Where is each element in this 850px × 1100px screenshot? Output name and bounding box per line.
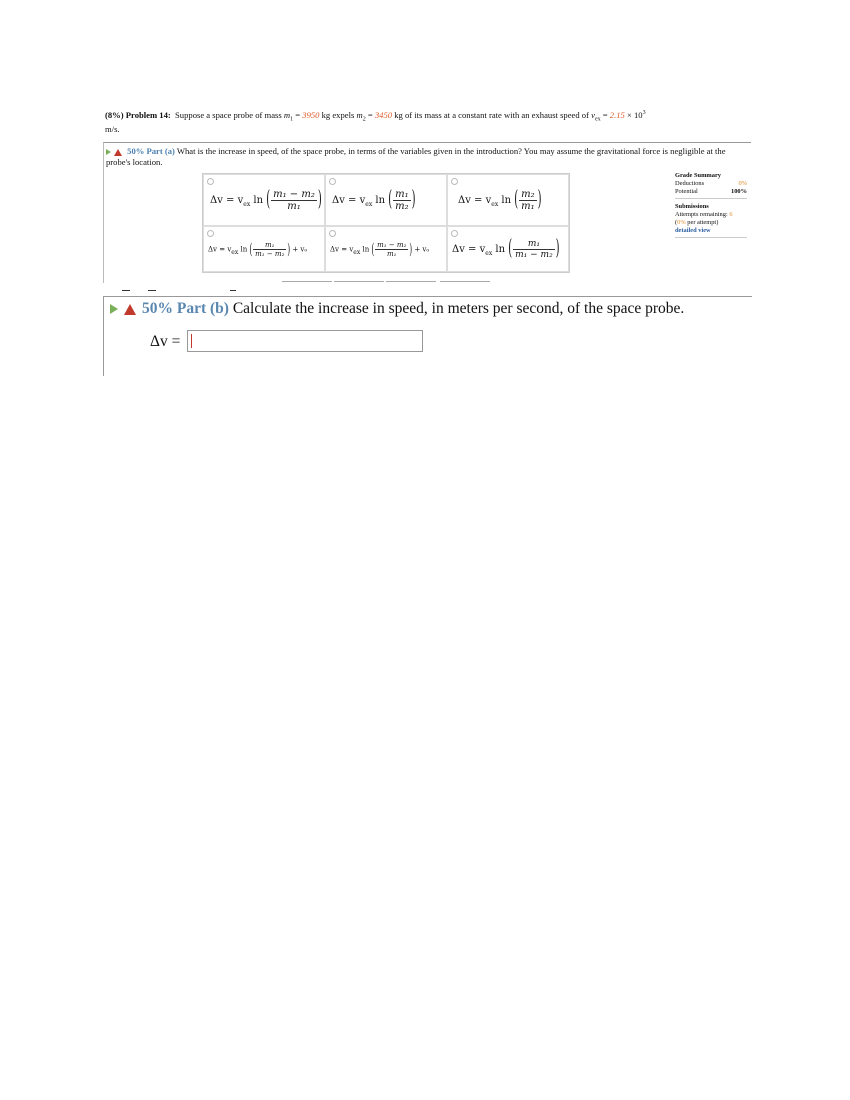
radio-button[interactable] <box>329 178 336 185</box>
part-a-question <box>106 146 751 168</box>
choice-num: m₁ − m₂ <box>273 189 315 200</box>
choice-den: m₁ − m₂ <box>255 250 285 258</box>
m1-value: 3950 <box>302 110 320 120</box>
choice-lhs: Δv = v <box>330 245 354 254</box>
choice-4-equation: $\Delta v = v_{ex}$ ln ( $\frac{\text{m₁}}{\text{m₁ − m₂}}$ ) + v₀ <box>208 241 308 258</box>
choice-num: m₁ <box>253 241 286 250</box>
choice-6-equation: $\Delta v = v_{ex}$ ln ( $\frac{\text{m₁}}{\text{m₁ − m₂}}$ ) <box>452 237 560 262</box>
unit: m/s. <box>105 124 120 134</box>
play-icon[interactable] <box>110 304 118 314</box>
attempts-row <box>675 211 747 219</box>
choice-sub: ex <box>243 201 251 208</box>
potential-row <box>675 188 747 196</box>
choice-3-equation: $\Delta v = v_{ex}$ ln ( $\frac{\text{m₂}}{\text{m₁}}$ ) <box>458 188 542 213</box>
problem-text-2: kg expels <box>321 110 355 120</box>
m1-symbol: m <box>283 110 291 120</box>
choice-den: m₁ <box>387 250 397 258</box>
vex-value: 2.15 <box>609 110 625 120</box>
choice-num: m₁ − m₂ <box>377 241 407 249</box>
choice-sub: ex <box>485 250 493 257</box>
potential-label: Potential <box>675 188 698 195</box>
choice-ln: ln <box>253 195 264 206</box>
choice-4[interactable] <box>203 226 325 272</box>
choice-6[interactable] <box>447 226 569 272</box>
choice-den: m₁ − m₂ <box>515 250 553 260</box>
part-b-left-border <box>103 296 104 376</box>
choice-den: m₁ <box>287 201 301 212</box>
divider <box>675 237 747 238</box>
grade-summary-title: Grade Summary <box>675 172 721 179</box>
potential-value: 100% <box>731 188 747 195</box>
text-cursor <box>191 334 192 348</box>
choice-tail: + v₀ <box>292 245 308 254</box>
problem-label: Problem 14: <box>125 110 171 120</box>
choice-3[interactable] <box>447 174 569 226</box>
per-attempt-pct: 0% <box>677 219 686 226</box>
choice-sub: ex <box>353 248 361 256</box>
choice-lhs: Δv = v <box>208 245 232 254</box>
grade-summary <box>675 172 747 242</box>
m2-symbol: m <box>356 110 363 120</box>
answer-input[interactable] <box>187 330 423 352</box>
separator-line <box>334 281 384 282</box>
radio-button[interactable] <box>329 230 336 237</box>
attempts-label: Attempts remaining: <box>675 211 728 218</box>
problem-text-1: Suppose a space probe of mass <box>175 110 282 120</box>
exponent: 3 <box>642 110 646 117</box>
warning-icon <box>114 149 122 156</box>
choice-5-equation: $\Delta v = v_{ex}$ ln ( $\frac{\text{m₁ − m₂}}{\text{m₁}}$ ) + v₀ <box>330 241 430 258</box>
detailed-view-link[interactable]: detailed view <box>675 227 711 234</box>
problem-statement <box>105 108 750 136</box>
warning-icon <box>124 304 136 315</box>
per-attempt-row: (0% per attempt) <box>675 219 719 226</box>
choice-ln: ln <box>240 245 248 254</box>
dash-mark <box>148 290 156 291</box>
vex-subscript: ex <box>594 116 601 123</box>
deductions-value: 0% <box>738 180 747 187</box>
choice-ln: ln <box>362 245 370 254</box>
submissions-title: Submissions <box>675 203 709 210</box>
choice-2[interactable] <box>325 174 447 226</box>
choice-lhs: Δv = v <box>458 195 492 206</box>
dash-mark <box>230 290 236 291</box>
radio-button[interactable] <box>451 230 458 237</box>
choices-grid <box>202 173 570 273</box>
part-b-question <box>110 300 684 318</box>
choice-sub: ex <box>491 201 499 208</box>
part-a-question-text: What is the increase in speed, of the space probe, in terms of the variables given in the introduction? You may assume the gravitational force is negligible at the probe's location. <box>106 146 726 167</box>
choice-num: m₂ <box>521 189 535 200</box>
choice-den: m₁ <box>521 201 535 212</box>
equals-sign: = <box>602 110 608 120</box>
part-b-percent: 50% Part (b) <box>142 300 229 317</box>
m1-subscript: 1 <box>290 116 294 123</box>
dash-mark <box>122 290 130 291</box>
vex-symbol: v <box>591 110 595 120</box>
choice-ln: ln <box>375 195 386 206</box>
equals-sign: = <box>367 110 373 120</box>
choice-5[interactable] <box>325 226 447 272</box>
part-b-question-text: Calculate the increase in speed, in meters per second, of the space probe. <box>232 300 685 317</box>
part-a-percent: 50% Part (a) <box>127 146 175 156</box>
m2-subscript: 2 <box>362 116 366 123</box>
radio-button[interactable] <box>207 178 214 185</box>
divider <box>675 198 747 199</box>
attempts-value: 6 <box>729 211 733 218</box>
separator-line <box>440 281 490 282</box>
choice-ln: ln <box>501 195 512 206</box>
play-icon[interactable] <box>106 149 111 155</box>
m2-value: 3450 <box>374 110 393 120</box>
answer-label: Δv = <box>150 333 181 350</box>
choice-sub: ex <box>365 201 373 208</box>
choice-lhs: Δv = v <box>452 244 486 255</box>
choice-1[interactable] <box>203 174 325 226</box>
choice-den: m₂ <box>395 201 409 212</box>
choice-lhs: Δv = v <box>332 195 366 206</box>
choice-tail: + v₀ <box>414 245 430 254</box>
equals-sign: = <box>295 110 301 120</box>
deductions-label: Deductions <box>675 180 705 187</box>
part-b-top-border <box>103 296 752 297</box>
choice-sub: ex <box>231 248 239 256</box>
times-ten: × 10 <box>626 110 643 120</box>
choice-ln: ln <box>495 244 506 255</box>
radio-button[interactable] <box>451 178 458 185</box>
separator-line <box>386 281 436 282</box>
choice-lhs: Δv = v <box>210 195 244 206</box>
choice-1-equation: $\Delta v = v_{ex}$ ln ( $\frac{\text{m₁ − m₂}}{\text{m₁}}$ ) <box>210 188 322 213</box>
choice-num: m₁ <box>513 239 555 250</box>
radio-button[interactable] <box>207 230 214 237</box>
per-attempt-text: per attempt) <box>687 219 719 226</box>
problem-text-3: kg of its mass at a constant rate with an exhaust speed of <box>394 110 589 120</box>
choice-2-equation: $\Delta v = v_{ex}$ ln ( $\frac{\text{m₁}}{\text{m₂}}$ ) <box>332 188 416 213</box>
separator-line <box>282 281 332 282</box>
deductions-row <box>675 180 747 188</box>
problem-weight: (8%) <box>105 110 124 120</box>
choice-num: m₁ <box>395 189 409 200</box>
